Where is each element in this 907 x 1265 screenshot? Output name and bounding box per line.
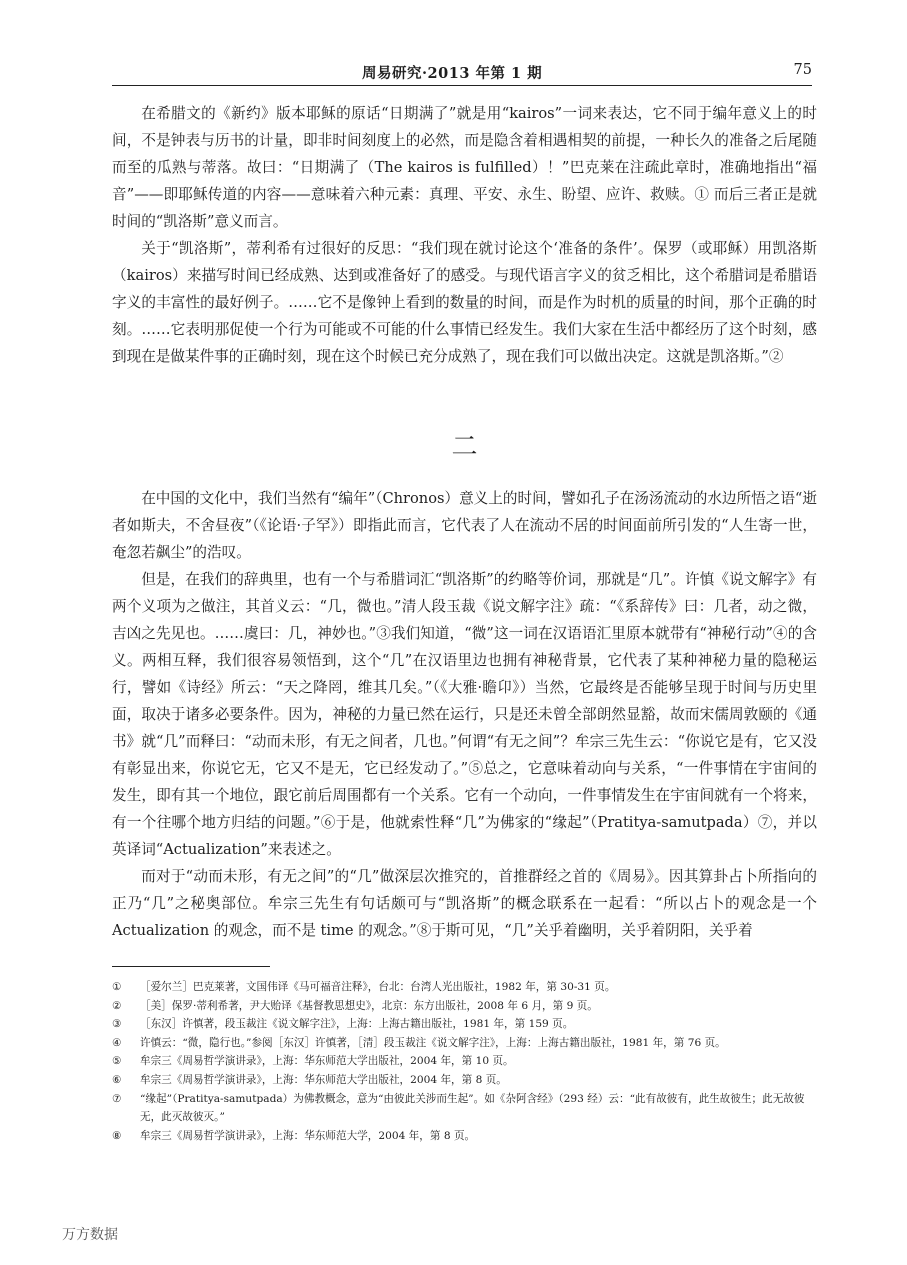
footnote: [112, 1052, 817, 1071]
section-heading: 二: [451, 432, 478, 462]
footnote: [112, 1090, 817, 1127]
footnote-text: 牟宗三《周易哲学演讲录》，上海：华东师范大学出版社，2004 年，第 10 页。: [140, 1055, 514, 1068]
section-two-body: [112, 485, 817, 944]
footnote-marker: ⑤: [112, 1055, 122, 1068]
footnote-marker: ②: [112, 999, 122, 1012]
footnote: [112, 978, 817, 997]
header-rule: [112, 85, 812, 86]
footnotes: [112, 978, 817, 1145]
footnote-text: ［东汉］许慎著，段玉裁注《说文解字注》，上海：上海古籍出版社，1981 年，第 159 页。: [140, 1018, 574, 1031]
paragraph: 但是，在我们的辞典里，也有一个与希腊词汇“凯洛斯”的约略等价词，那就是“几”。许慎《说文解字》有两个义项为之做注，其首义云：“几，微也。”清人段玉裁《说文解字注》疏：“《系辞传》曰：几者，动之微，吉凶之先见也。……虞曰：几，神妙也。”③我们知道，“微”这一词在汉语语汇里原本就带有“神秘行动”④的含义。两相互释，我们很容易领悟到，这个“几”在汉语里边也拥有神秘背景，它代表了某种神秘力量的隐秘运行，譬如《诗经》所云：“天之降罔，维其几矣。”（《大雅·瞻卬》）当然，它最终是否能够呈现于时间与历史里面，取决于诸多必要条件。因为，神秘的力量已然在运行，只是还未曾全部朗然显豁，故而宋儒周敦颐的《通书》就“几”而释曰：“动而未形，有无之间者，几也。”何谓“有无之间”？牟宗三先生云：“你说它是有，它又没有彰显出来，你说它无，它又不是无，它已经发动了。”⑤总之，它意味着动向与关系，“一件事情在宇宙间的发生，即有其一个地位，跟它前后周围都有一个关系。它有一个动向，一件事情发生在宇宙间就有一个将来，有一个往哪个地方归结的问题。”⑥于是，他就索性释“几”为佛家的“缘起”（Pratitya-samutpada）⑦，并以英译词“Actualization”来表述之。: [112, 571, 817, 858]
source-watermark: 万方数据: [62, 1227, 118, 1243]
page-number: 75: [793, 62, 812, 78]
running-header: [112, 60, 812, 86]
footnote-marker: ④: [112, 1036, 122, 1049]
footnote: [112, 1127, 817, 1146]
footnote: [112, 1071, 817, 1090]
paragraph: 在中国的文化中，我们当然有“编年”（Chronos）意义上的时间，譬如孔子在汤汤流动的水边所悟之语“逝者如斯夫，不舍昼夜”（《论语·子罕》）即指此而言，它代表了人在流动不居的时间面前所引发的“人生寄一世，奄忽若飙尘”的浩叹。: [112, 490, 817, 561]
footnote-text: ［爱尔兰］巴克莱著，文国伟译《马可福音注释》，台北：台湾人光出版社，1982 年，第 30-31 页。: [140, 981, 616, 993]
footnote-marker: ⑦: [112, 1092, 122, 1105]
footnote-rule: [112, 966, 270, 967]
footnote: [112, 1034, 817, 1053]
paragraph: 在希腊文的《新约》版本耶稣的原话“日期满了”就是用“kairos”一词来表达，它不同于编年意义上的时间，不是钟表与历书的计量，即非时间刻度上的必然，而是隐含着相遇相契的前提，一种长久的准备之后尾随而至的瓜熟与蒂落。故曰：“日期满了（The kairos is fulfilled）！”巴克莱在注疏此章时，准确地指出“福音”——即耶稣传道的内容——意味着六种元素：真理、平安、永生、盼望、应许、救赎。① 而后三者正是就时间的“凯洛斯”意义而言。: [112, 105, 817, 230]
footnote-text: 许慎云：“微，隐行也。”参阅［东汉］许慎著，［清］段玉裁注《说文解字注》，上海：上海古籍出版社，1981 年，第 76 页。: [140, 1036, 726, 1049]
footnote: [112, 997, 817, 1016]
footnote: [112, 1015, 817, 1034]
footnote-text: “缘起”（Pratitya-samutpada）为佛教概念，意为“由彼此关涉而生起”。如《杂阿含经》（293 经）云：“此有故彼有，此生故彼生；此无故彼无，此灭故彼灭。”: [140, 1092, 805, 1124]
footnote-text: 牟宗三《周易哲学演讲录》，上海：华东师范大学出版社，2004 年，第 8 页。: [140, 1073, 507, 1086]
section-one-body: [112, 100, 817, 370]
footnote-marker: ⑥: [112, 1073, 122, 1086]
footnote-text: 牟宗三《周易哲学演讲录》，上海：华东师范大学，2004 年，第 8 页。: [140, 1129, 476, 1142]
journal-title: 周易研究·2013 年第 1 期: [362, 65, 543, 82]
paragraph: 而对于“动而未形，有无之间”的“几”做深层次推究的，首推群经之首的《周易》。因其算卦占卜所指向的正乃“几”之秘奥部位。牟宗三先生有句话颇可与“凯洛斯”的概念联系在一起看：“所以占卜的观念是一个 Actualization 的观念，而不是 time 的观念。”⑧于斯可见，“几”关乎着幽明，关乎着阴阳，关乎着: [112, 868, 817, 939]
footnote-marker: ①: [112, 981, 122, 993]
footnote-text: ［美］保罗·蒂利希著，尹大贻译《基督教思想史》，北京：东方出版社，2008 年 6 月，第 9 页。: [140, 999, 598, 1012]
footnote-marker: ③: [112, 1018, 122, 1031]
paragraph: 关于“凯洛斯”，蒂利希有过很好的反思：“我们现在就讨论这个‘准备的条件’。保罗（或耶稣）用凯洛斯（kairos）来描写时间已经成熟、达到或准备好了的感受。与现代语言字义的贫乏相比，这个希腊词是希腊语字义的丰富性的最好例子。……它不是像钟上看到的数量的时间，而是作为时机的质量的时间，那个正确的时刻。……它表明那促使一个行为可能或不可能的什么事情已经发生。我们大家在生活中都经历了这个时刻，感到现在是做某件事的正确时刻，现在这个时候已充分成熟了，现在我们可以做出决定。这就是凯洛斯。”②: [112, 240, 817, 365]
footnote-marker: ⑧: [112, 1129, 122, 1142]
